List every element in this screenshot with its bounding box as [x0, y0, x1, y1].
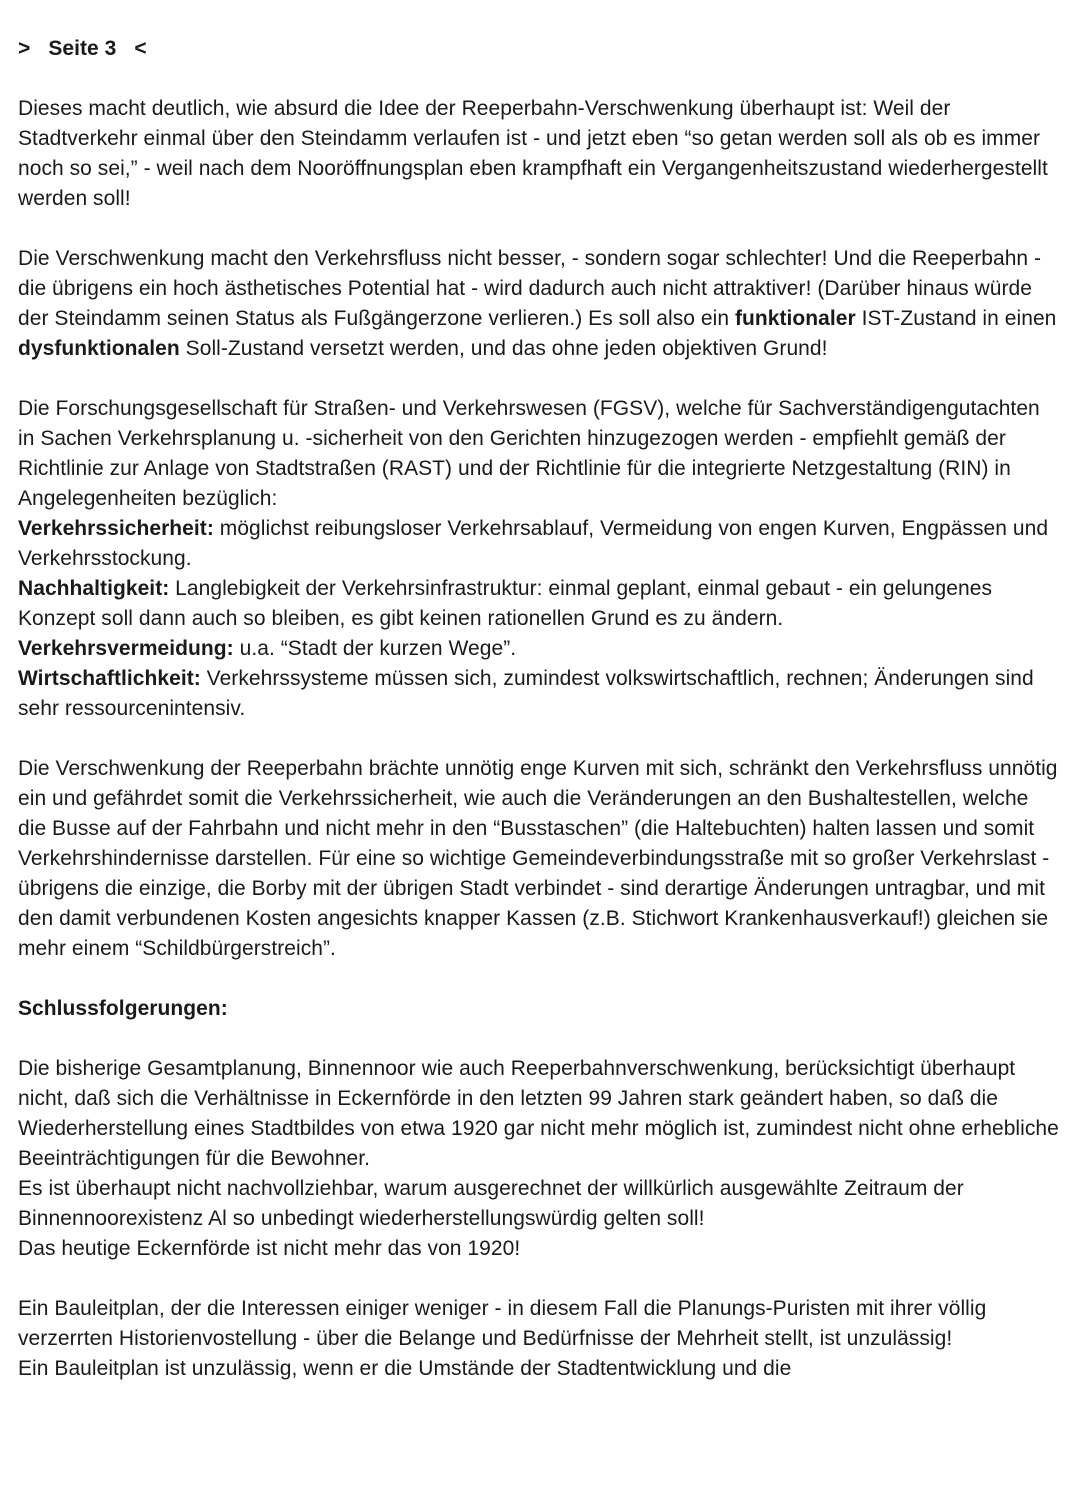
paragraph-text: Es ist überhaupt nicht nachvollziehbar, warum ausgerechnet der willkürlich ausgewählte Zeitraum der Binnennoorexistenz Al so unbedingt wiederherstellungswürdig gelten soll! [18, 1177, 964, 1230]
paragraph-gesamtplanung [18, 1054, 1062, 1264]
emphasis-dysfunktionalen: dysfunktionalen [18, 337, 180, 360]
page-header-label: Seite 3 [48, 37, 117, 60]
emphasis-funktionaler: funktionaler [734, 307, 856, 330]
section-heading: Schlussfolgerungen: [18, 997, 228, 1020]
paragraph-text: Soll-Zustand versetzt werden, und das ohne jeden objektiven Grund! [179, 337, 828, 360]
paragraph-text: Ein Bauleitplan ist unzulässig, wenn er die Umstände der Stadtentwicklung und die [18, 1357, 792, 1380]
paragraph-reeperbahn-absurd: Dieses macht deutlich, wie absurd die Idee der Reeperbahn-Verschwenkung überhaupt ist: Weil der Stadtverkehr einmal über den Steindamm verlaufen ist - und jetzt eben “so getan werden soll als ob es immer noch so sei,” - weil nach dem Nooröffnungsplan eben krampfhaft ein Vergangenheitszustand wiederhergestellt werden soll! [18, 97, 1048, 210]
page-header [18, 34, 1062, 64]
term-description: u.a. “Stadt der kurzen Wege”. [233, 637, 517, 660]
paragraph-text: Die bisherige Gesamtplanung, Binnennoor wie auch Reeperbahnverschwenkung, berücksichtigt überhaupt nicht, daß sich die Verhältnisse in Eckernförde in den letzten 99 Jahren stark geändert haben, so daß die Wiederherstellung eines Stadtbildes von etwa 1920 gar nicht mehr möglich ist, zumindest nicht ohne erhebliche Beeinträchtigungen für die Bewohner. [18, 1057, 1059, 1170]
page-header-left-marker: > [18, 37, 31, 60]
term-nachhaltigkeit: Nachhaltigkeit: [18, 577, 170, 600]
term-description: Langlebigkeit der Verkehrsinfrastruktur: einmal geplant, einmal gebaut - ein gelungenes Konzept soll dann auch so bleiben, es gibt keinen rationellen Grund es zu ändern. [18, 577, 993, 630]
paragraph-text: Ein Bauleitplan, der die Interessen einiger weniger - in diesem Fall die Planungs-Puristen mit ihrer völlig verzerrten Historienvostellung - über die Belange und Bedürfnisse der Mehrheit stellt, ist unzulässig! [18, 1297, 987, 1350]
term-description: Verkehrssysteme müssen sich, zumindest volkswirtschaftlich, rechnen; Änderungen sind sehr ressourcenintensiv. [18, 667, 1034, 720]
term-wirtschaftlichkeit: Wirtschaftlichkeit: [18, 667, 201, 690]
paragraph-fgsv-recommendations [18, 394, 1062, 724]
paragraph-verschwenkung [18, 244, 1062, 364]
paragraph-text: IST-Zustand in einen [855, 307, 1057, 330]
term-description: möglichst reibungsloser Verkehrsablauf, Vermeidung von engen Kurven, Engpässen und Verkehrsstockung. [18, 517, 1049, 570]
paragraph-verschwenkung-kurven: Die Verschwenkung der Reeperbahn brächte unnötig enge Kurven mit sich, schränkt den Verkehrsfluss unnötig ein und gefährdet somit die Verkehrssicherheit, wie auch die Veränderungen an den Bushaltestellen, welche die Busse auf der Fahrbahn und nicht mehr in den “Busstaschen” (die Haltebuchten) halten lassen und somit Verkehrshindernisse darstellen. Für eine so wichtige Gemeindeverbindungsstraße mit so großer Verkehrslast - übrigens die einzige, die Borby mit der übrigen Stadt verbindet - sind derartige Änderungen untragbar, und mit den damit verbundenen Kosten angesichts knapper Kassen (z.B. Stichwort Krankenhausverkauf!) gleichen sie mehr einem “Schildbürgerstreich”. [18, 757, 1058, 960]
paragraph-text: Die Verschwenkung macht den Verkehrsfluss nicht besser, - sondern sogar schlechter! Und die Reeperbahn - die übrigens ein hoch ästhetisches Potential hat - wird dadurch auch nicht attraktiver! (Darüber hinaus würde der Steindamm seinen Status als Fußgängerzone verlieren.) Es soll also ein [18, 247, 1042, 330]
paragraph-text: Die Forschungsgesellschaft für Straßen- und Verkehrswesen (FGSV), welche für Sachverständigengutachten in Sachen Verkehrsplanung u. -sicherheit von den Gerichten hinzugezogen werden - empfiehlt gemäß der Richtlinie zur Anlage von Stadtstraßen (RAST) und der Richtlinie für die integrierte Netzgestaltung (RIN) in Angelegenheiten bezüglich: [18, 397, 1040, 510]
term-verkehrssicherheit: Verkehrssicherheit: [18, 517, 214, 540]
paragraph-bauleitplan [18, 1294, 1062, 1384]
term-verkehrsvermeidung: Verkehrsvermeidung: [18, 637, 234, 660]
page-header-right-marker: < [134, 37, 147, 60]
paragraph-text: Das heutige Eckernförde ist nicht mehr das von 1920! [18, 1237, 521, 1260]
